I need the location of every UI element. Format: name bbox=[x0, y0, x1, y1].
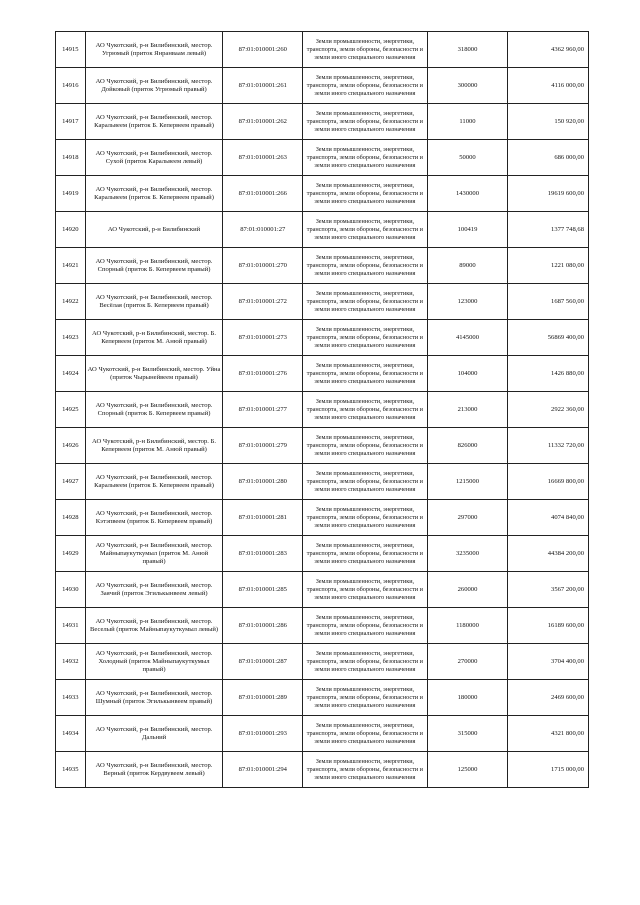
area-cell: 104000 bbox=[427, 356, 508, 392]
table-row bbox=[56, 572, 589, 608]
cadastral-cost-cell: 2922 360,00 bbox=[508, 392, 589, 428]
cadastral-cost-cell: 4321 800,00 bbox=[508, 716, 589, 752]
location-cell: АО Чукотский, р-н Билибинский bbox=[85, 212, 223, 248]
cadastral-cost-cell: 4074 840,00 bbox=[508, 500, 589, 536]
row-number-cell: 14924 bbox=[56, 356, 86, 392]
table-row bbox=[56, 500, 589, 536]
location-cell: АО Чукотский, р-н Билибинский, местор. Угрюмый (приток Янранваам левый) bbox=[85, 32, 223, 68]
location-cell: АО Чукотский, р-н Билибинский, местор. Каральвеем (приток Б. Кепервеем правый) bbox=[85, 176, 223, 212]
row-number-cell: 14917 bbox=[56, 104, 86, 140]
row-number-cell: 14916 bbox=[56, 68, 86, 104]
cadastral-number-cell: 87:01:010001:277 bbox=[223, 392, 303, 428]
land-category-cell: Земли промышленности, энергетики, транспорта, земли обороны, безопасности и земли иного специального назначения bbox=[303, 284, 428, 320]
location-cell: АО Чукотский, р-н Билибинский, местор. Каральвеем (приток Б. Кепервеем правый) bbox=[85, 464, 223, 500]
location-cell: АО Чукотский, р-н Билибинский, местор. Уйна (приток Чырынейвеем правый) bbox=[85, 356, 223, 392]
area-cell: 180000 bbox=[427, 680, 508, 716]
location-cell: АО Чукотский, р-н Билибинский, местор. Б. Кепервеем (приток М. Анюй правый) bbox=[85, 428, 223, 464]
land-category-cell: Земли промышленности, энергетики, транспорта, земли обороны, безопасности и земли иного специального назначения bbox=[303, 356, 428, 392]
cadastral-cost-cell: 1715 000,00 bbox=[508, 752, 589, 788]
area-cell: 123000 bbox=[427, 284, 508, 320]
land-category-cell: Земли промышленности, энергетики, транспорта, земли обороны, безопасности и земли иного специального назначения bbox=[303, 176, 428, 212]
cadastral-number-cell: 87:01:010001:285 bbox=[223, 572, 303, 608]
land-category-cell: Земли промышленности, энергетики, транспорта, земли обороны, безопасности и земли иного специального назначения bbox=[303, 104, 428, 140]
row-number-cell: 14918 bbox=[56, 140, 86, 176]
cadastral-number-cell: 87:01:010001:279 bbox=[223, 428, 303, 464]
land-category-cell: Земли промышленности, энергетики, транспорта, земли обороны, безопасности и земли иного специального назначения bbox=[303, 320, 428, 356]
table-row bbox=[56, 716, 589, 752]
row-number-cell: 14934 bbox=[56, 716, 86, 752]
area-cell: 1215000 bbox=[427, 464, 508, 500]
cadastral-number-cell: 87:01:010001:294 bbox=[223, 752, 303, 788]
cadastral-number-cell: 87:01:010001:286 bbox=[223, 608, 303, 644]
table-row bbox=[56, 464, 589, 500]
table-row bbox=[56, 212, 589, 248]
table-row bbox=[56, 644, 589, 680]
table-row bbox=[56, 356, 589, 392]
table-row bbox=[56, 752, 589, 788]
row-number-cell: 14928 bbox=[56, 500, 86, 536]
cadastral-number-cell: 87:01:010001:276 bbox=[223, 356, 303, 392]
cadastral-number-cell: 87:01:010001:261 bbox=[223, 68, 303, 104]
table-row bbox=[56, 320, 589, 356]
location-cell: АО Чукотский, р-н Билибинский, местор. Спорный (приток Б. Кепервеем правый) bbox=[85, 392, 223, 428]
cadastral-cost-cell: 1377 748,68 bbox=[508, 212, 589, 248]
location-cell: АО Чукотский, р-н Билибинский, местор. Майныпаукуткумыл (приток М. Анюй правый) bbox=[85, 536, 223, 572]
row-number-cell: 14930 bbox=[56, 572, 86, 608]
location-cell: АО Чукотский, р-н Билибинский, местор. Холодный (приток Майныпаукуткумыл правый) bbox=[85, 644, 223, 680]
area-cell: 125000 bbox=[427, 752, 508, 788]
location-cell: АО Чукотский, р-н Билибинский, местор. Верный (приток Кердвувеем левый) bbox=[85, 752, 223, 788]
table-row bbox=[56, 536, 589, 572]
location-cell: АО Чукотский, р-н Билибинский, местор. Дальний bbox=[85, 716, 223, 752]
area-cell: 315000 bbox=[427, 716, 508, 752]
area-cell: 100419 bbox=[427, 212, 508, 248]
area-cell: 260000 bbox=[427, 572, 508, 608]
cadastral-cost-cell: 44384 200,00 bbox=[508, 536, 589, 572]
land-category-cell: Земли промышленности, энергетики, транспорта, земли обороны, безопасности и земли иного специального назначения bbox=[303, 464, 428, 500]
land-category-cell: Земли промышленности, энергетики, транспорта, земли обороны, безопасности и земли иного специального назначения bbox=[303, 248, 428, 284]
location-cell: АО Чукотский, р-н Билибинский, местор. Спорный (приток Б. Кепервеем правый) bbox=[85, 248, 223, 284]
location-cell: АО Чукотский, р-н Билибинский, местор. Сухой (приток Каральвеем левый) bbox=[85, 140, 223, 176]
land-category-cell: Земли промышленности, энергетики, транспорта, земли обороны, безопасности и земли иного специального назначения bbox=[303, 644, 428, 680]
land-category-cell: Земли промышленности, энергетики, транспорта, земли обороны, безопасности и земли иного специального назначения bbox=[303, 572, 428, 608]
cadastral-cost-cell: 1221 080,00 bbox=[508, 248, 589, 284]
table-row bbox=[56, 392, 589, 428]
table-row bbox=[56, 608, 589, 644]
cadastral-number-cell: 87:01:010001:270 bbox=[223, 248, 303, 284]
row-number-cell: 14926 bbox=[56, 428, 86, 464]
area-cell: 297000 bbox=[427, 500, 508, 536]
cadastral-cost-cell: 1687 560,00 bbox=[508, 284, 589, 320]
cadastral-number-cell: 87:01:010001:263 bbox=[223, 140, 303, 176]
land-category-cell: Земли промышленности, энергетики, транспорта, земли обороны, безопасности и земли иного специального назначения bbox=[303, 716, 428, 752]
location-cell: АО Чукотский, р-н Билибинский, местор. Каральвеем (приток Б. Кепервеем правый) bbox=[85, 104, 223, 140]
cadastral-cost-cell: 4362 960,00 bbox=[508, 32, 589, 68]
cadastral-number-cell: 87:01:010001:287 bbox=[223, 644, 303, 680]
row-number-cell: 14929 bbox=[56, 536, 86, 572]
land-category-cell: Земли промышленности, энергетики, транспорта, земли обороны, безопасности и земли иного специального назначения bbox=[303, 752, 428, 788]
location-cell: АО Чукотский, р-н Билибинский, местор. Веселый (приток Майныпаукуткумыл левый) bbox=[85, 608, 223, 644]
location-cell: АО Чукотский, р-н Билибинский, местор. Кэтэпвеем (приток Б. Кепервеем правый) bbox=[85, 500, 223, 536]
cadastral-number-cell: 87:01:010001:262 bbox=[223, 104, 303, 140]
cadastral-cost-cell: 56869 400,00 bbox=[508, 320, 589, 356]
area-cell: 1430000 bbox=[427, 176, 508, 212]
area-cell: 4145000 bbox=[427, 320, 508, 356]
land-category-cell: Земли промышленности, энергетики, транспорта, земли обороны, безопасности и земли иного специального назначения bbox=[303, 32, 428, 68]
cadastral-cost-cell: 11332 720,00 bbox=[508, 428, 589, 464]
table-row bbox=[56, 140, 589, 176]
row-number-cell: 14935 bbox=[56, 752, 86, 788]
cadastral-number-cell: 87:01:010001:281 bbox=[223, 500, 303, 536]
cadastral-cost-cell: 3704 400,00 bbox=[508, 644, 589, 680]
row-number-cell: 14923 bbox=[56, 320, 86, 356]
land-category-cell: Земли промышленности, энергетики, транспорта, земли обороны, безопасности и земли иного специального назначения bbox=[303, 68, 428, 104]
row-number-cell: 14920 bbox=[56, 212, 86, 248]
cadastral-number-cell: 87:01:010001:266 bbox=[223, 176, 303, 212]
location-cell: АО Чукотский, р-н Билибинский, местор. Шумный (приток Эгилькынвеем правый) bbox=[85, 680, 223, 716]
area-cell: 1180000 bbox=[427, 608, 508, 644]
cadastral-cost-cell: 2469 600,00 bbox=[508, 680, 589, 716]
area-cell: 50000 bbox=[427, 140, 508, 176]
row-number-cell: 14919 bbox=[56, 176, 86, 212]
area-cell: 826000 bbox=[427, 428, 508, 464]
area-cell: 300000 bbox=[427, 68, 508, 104]
location-cell: АО Чукотский, р-н Билибинский, местор. Весёлая (приток Б. Кепервеем правый) bbox=[85, 284, 223, 320]
cadastral-cost-cell: 16189 600,00 bbox=[508, 608, 589, 644]
row-number-cell: 14933 bbox=[56, 680, 86, 716]
table-row bbox=[56, 104, 589, 140]
row-number-cell: 14915 bbox=[56, 32, 86, 68]
table-row bbox=[56, 68, 589, 104]
row-number-cell: 14921 bbox=[56, 248, 86, 284]
table-row bbox=[56, 284, 589, 320]
area-cell: 3235000 bbox=[427, 536, 508, 572]
table-row bbox=[56, 680, 589, 716]
land-category-cell: Земли промышленности, энергетики, транспорта, земли обороны, безопасности и земли иного специального назначения bbox=[303, 140, 428, 176]
document-page bbox=[55, 31, 589, 788]
land-category-cell: Земли промышленности, энергетики, транспорта, земли обороны, безопасности и земли иного специального назначения bbox=[303, 680, 428, 716]
area-cell: 270000 bbox=[427, 644, 508, 680]
table-row bbox=[56, 428, 589, 464]
location-cell: АО Чукотский, р-н Билибинский, местор. Заячий (приток Эгилькынвеем левый) bbox=[85, 572, 223, 608]
land-category-cell: Земли промышленности, энергетики, транспорта, земли обороны, безопасности и земли иного специального назначения bbox=[303, 212, 428, 248]
land-category-cell: Земли промышленности, энергетики, транспорта, земли обороны, безопасности и земли иного специального назначения bbox=[303, 428, 428, 464]
cadastral-number-cell: 87:01:010001:27 bbox=[223, 212, 303, 248]
cadastral-number-cell: 87:01:010001:260 bbox=[223, 32, 303, 68]
location-cell: АО Чукотский, р-н Билибинский, местор. Б. Кепервеем (приток М. Анюй правый) bbox=[85, 320, 223, 356]
area-cell: 318000 bbox=[427, 32, 508, 68]
land-category-cell: Земли промышленности, энергетики, транспорта, земли обороны, безопасности и земли иного специального назначения bbox=[303, 500, 428, 536]
row-number-cell: 14927 bbox=[56, 464, 86, 500]
cadastral-number-cell: 87:01:010001:289 bbox=[223, 680, 303, 716]
table-row bbox=[56, 248, 589, 284]
cadastral-cost-cell: 16669 800,00 bbox=[508, 464, 589, 500]
cadastral-cost-cell: 19619 600,00 bbox=[508, 176, 589, 212]
location-cell: АО Чукотский, р-н Билибинский, местор. Дойковый (приток Угрюмый правый) bbox=[85, 68, 223, 104]
cadastral-cost-cell: 4116 000,00 bbox=[508, 68, 589, 104]
row-number-cell: 14932 bbox=[56, 644, 86, 680]
row-number-cell: 14922 bbox=[56, 284, 86, 320]
area-cell: 11000 bbox=[427, 104, 508, 140]
land-category-cell: Земли промышленности, энергетики, транспорта, земли обороны, безопасности и земли иного специального назначения bbox=[303, 536, 428, 572]
cadastral-number-cell: 87:01:010001:280 bbox=[223, 464, 303, 500]
area-cell: 89000 bbox=[427, 248, 508, 284]
cadastral-cost-cell: 1426 880,00 bbox=[508, 356, 589, 392]
cadastral-number-cell: 87:01:010001:273 bbox=[223, 320, 303, 356]
land-category-cell: Земли промышленности, энергетики, транспорта, земли обороны, безопасности и земли иного специального назначения bbox=[303, 608, 428, 644]
table-body bbox=[56, 32, 589, 788]
area-cell: 213000 bbox=[427, 392, 508, 428]
cadastral-number-cell: 87:01:010001:272 bbox=[223, 284, 303, 320]
row-number-cell: 14931 bbox=[56, 608, 86, 644]
cadastral-cost-cell: 686 000,00 bbox=[508, 140, 589, 176]
table-row bbox=[56, 176, 589, 212]
row-number-cell: 14925 bbox=[56, 392, 86, 428]
land-category-cell: Земли промышленности, энергетики, транспорта, земли обороны, безопасности и земли иного специального назначения bbox=[303, 392, 428, 428]
table-row bbox=[56, 32, 589, 68]
cadastral-number-cell: 87:01:010001:293 bbox=[223, 716, 303, 752]
land-plots-table bbox=[55, 31, 589, 788]
cadastral-number-cell: 87:01:010001:283 bbox=[223, 536, 303, 572]
cadastral-cost-cell: 3567 200,00 bbox=[508, 572, 589, 608]
cadastral-cost-cell: 150 920,00 bbox=[508, 104, 589, 140]
